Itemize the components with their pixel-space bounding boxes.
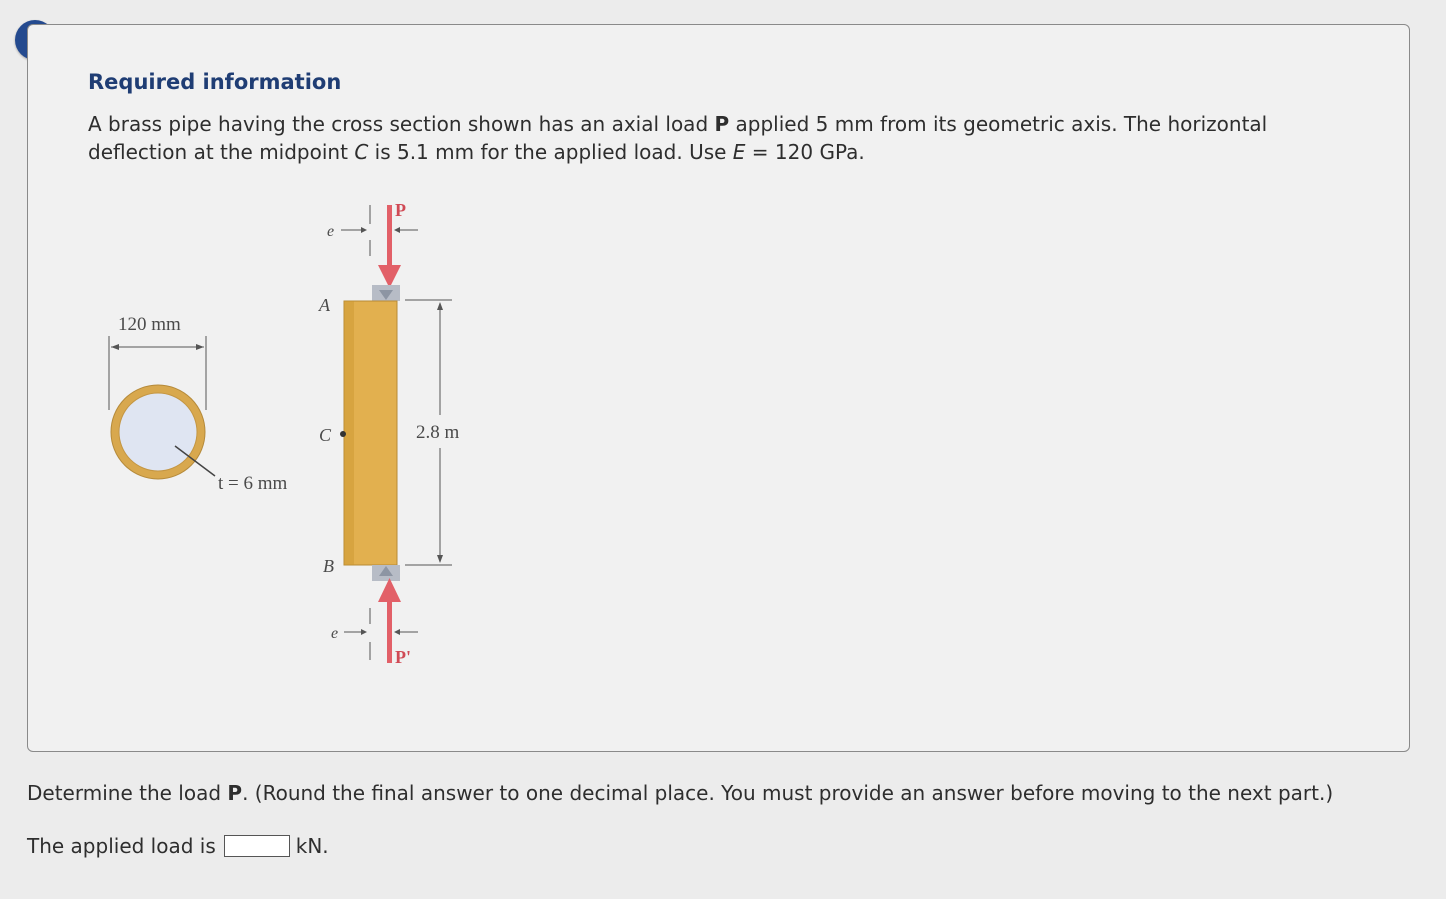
modulus-symbol: E — [732, 140, 746, 164]
problem-text-2: applied 5 mm from its geometric axis. The horizontal deflection at the midpoint — [88, 112, 1268, 164]
problem-text-3: is 5.1 mm for the applied load. Use — [368, 140, 733, 164]
required-info-heading: Required information — [88, 70, 342, 94]
question-text — [27, 781, 1333, 805]
load-symbol: P — [714, 112, 730, 136]
applied-load-input[interactable] — [224, 835, 290, 857]
answer-unit: kN. — [295, 834, 329, 858]
problem-statement — [88, 110, 1308, 166]
point-c-label: C — [319, 425, 332, 445]
length-label: 2.8 m — [416, 422, 460, 443]
eccentricity-bottom-label: e — [331, 625, 339, 642]
diameter-label: 120 mm — [118, 314, 181, 335]
point-b-label: B — [323, 556, 334, 576]
eccentricity-top-label: e — [327, 223, 335, 240]
problem-text-1: A brass pipe having the cross section shown has an axial load — [88, 112, 715, 136]
question-symbol: P — [227, 781, 243, 805]
answer-prefix: The applied load is — [27, 834, 216, 858]
problem-text-4: = 120 GPa. — [745, 140, 865, 164]
answer-row — [27, 834, 329, 858]
question-text-2: . (Round the final answer to one decimal place. You must provide an answer before moving to the next part.) — [242, 781, 1334, 805]
load-p-label: P — [395, 200, 406, 220]
load-p-prime-label: P' — [395, 647, 411, 667]
point-a-label: A — [319, 295, 330, 315]
question-text-1: Determine the load — [27, 781, 228, 805]
thickness-label: t = 6 mm — [218, 473, 288, 494]
midpoint-symbol: C — [354, 140, 369, 164]
